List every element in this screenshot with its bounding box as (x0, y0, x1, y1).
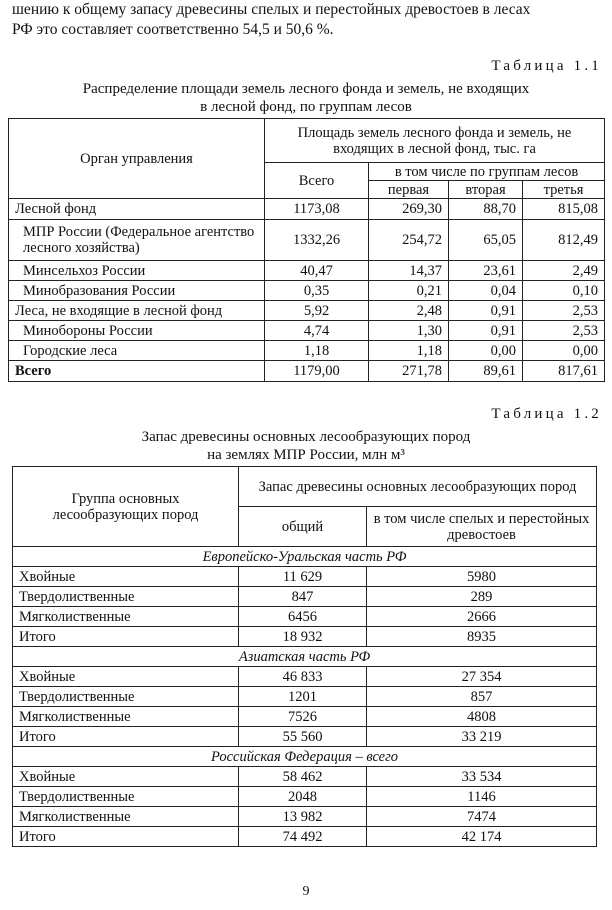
value-g2: 0,00 (449, 341, 523, 361)
table2-caption: Таблица 1.2 (491, 406, 602, 422)
value-general: 18 932 (239, 627, 367, 647)
value-g2: 89,61 (449, 361, 523, 382)
group-name: Итого (13, 727, 239, 747)
section-title: Европейско-Уральская часть РФ (13, 547, 597, 567)
value-mature: 7474 (367, 807, 597, 827)
value-general: 7526 (239, 707, 367, 727)
value-g1: 0,21 (369, 281, 449, 301)
value-g1: 269,30 (369, 199, 449, 220)
table-row (9, 261, 605, 281)
value-g3: 815,08 (523, 199, 605, 220)
value-g1: 2,48 (369, 301, 449, 321)
table1-header-total: Всего (265, 163, 369, 199)
table1-title-line-1: Распределение площади земель лесного фонда и земель, не входящих (82, 81, 530, 97)
value-mature: 42 174 (367, 827, 597, 847)
table1-header-area: Площадь земель лесного фонда и земель, не входящих в лесной фонд, тыс. га (265, 119, 605, 163)
value-total: 0,35 (265, 281, 369, 301)
value-general: 13 982 (239, 807, 367, 827)
organ-name: Минобороны России (9, 321, 265, 341)
value-mature: 289 (367, 587, 597, 607)
table-row-total (9, 361, 605, 382)
section-title: Азиатская часть РФ (13, 647, 597, 667)
intro-line-1: шению к общему запасу древесины спелых и перестойных древостоев в лесах (12, 1, 531, 18)
organ-name: МПР России (Федеральное агентство лесного хозяйства) (9, 220, 265, 261)
table1-caption: Таблица 1.1 (491, 58, 602, 74)
table1-header-organ: Орган управления (9, 119, 265, 199)
page-number: 9 (302, 884, 310, 899)
value-general: 58 462 (239, 767, 367, 787)
group-name: Мягколиственные (13, 607, 239, 627)
value-g1: 1,18 (369, 341, 449, 361)
value-total: 1332,26 (265, 220, 369, 261)
organ-name: Городские леса (9, 341, 265, 361)
value-g1: 1,30 (369, 321, 449, 341)
value-general: 847 (239, 587, 367, 607)
table2-header-general: общий (239, 507, 367, 547)
table2-title-line-2: на землях МПР России, млн м³ (207, 447, 405, 463)
group-name: Твердолиственные (13, 687, 239, 707)
organ-name: Лесной фонд (9, 199, 265, 220)
table-row (13, 787, 597, 807)
value-mature: 1146 (367, 787, 597, 807)
table2-title (0, 428, 612, 464)
table-row (13, 687, 597, 707)
group-name: Хвойные (13, 767, 239, 787)
value-g1: 14,37 (369, 261, 449, 281)
value-g2: 65,05 (449, 220, 523, 261)
value-mature: 5980 (367, 567, 597, 587)
group-name: Итого (13, 827, 239, 847)
value-total: 4,74 (265, 321, 369, 341)
value-g3: 2,53 (523, 321, 605, 341)
value-g3: 0,10 (523, 281, 605, 301)
value-total: 40,47 (265, 261, 369, 281)
table-row (13, 707, 597, 727)
table1-header-g3: третья (523, 181, 605, 199)
table-row (13, 807, 597, 827)
organ-name: Леса, не входящие в лесной фонд (9, 301, 265, 321)
value-general: 6456 (239, 607, 367, 627)
value-g2: 23,61 (449, 261, 523, 281)
value-g2: 0,91 (449, 321, 523, 341)
table1-title-line-2: в лесной фонд, по группам лесов (200, 99, 412, 115)
table2-title-line-1: Запас древесины основных лесообразующих пород (141, 429, 471, 445)
table2-header-group: Группа основных лесообразующих пород (13, 467, 239, 547)
value-g1: 271,78 (369, 361, 449, 382)
value-general: 11 629 (239, 567, 367, 587)
table-row (13, 827, 597, 847)
group-name: Мягколиственные (13, 807, 239, 827)
table1-header-incl: в том числе по группам лесов (369, 163, 605, 181)
table-row (13, 767, 597, 787)
table-row (9, 220, 605, 261)
table-row (9, 281, 605, 301)
value-g3: 812,49 (523, 220, 605, 261)
table2 (12, 466, 597, 847)
table-row (13, 727, 597, 747)
section-title: Российская Федерация – всего (13, 747, 597, 767)
value-g2: 88,70 (449, 199, 523, 220)
organ-name: Всего (9, 361, 265, 382)
value-g3: 2,49 (523, 261, 605, 281)
table-row (9, 301, 605, 321)
table2-header-stock: Запас древесины основных лесообразующих пород (239, 467, 597, 507)
group-name: Мягколиственные (13, 707, 239, 727)
value-total: 1173,08 (265, 199, 369, 220)
table-row (13, 627, 597, 647)
value-g3: 817,61 (523, 361, 605, 382)
value-general: 55 560 (239, 727, 367, 747)
value-total: 1179,00 (265, 361, 369, 382)
table-row (13, 607, 597, 627)
intro-paragraph (12, 0, 604, 40)
table-row (13, 587, 597, 607)
table1 (8, 118, 605, 382)
value-mature: 33 219 (367, 727, 597, 747)
table1-header-g1: первая (369, 181, 449, 199)
value-g3: 0,00 (523, 341, 605, 361)
value-g2: 0,04 (449, 281, 523, 301)
group-name: Хвойные (13, 567, 239, 587)
organ-name: Минобразования России (9, 281, 265, 301)
value-mature: 27 354 (367, 667, 597, 687)
group-name: Твердолиственные (13, 587, 239, 607)
group-name: Твердолиственные (13, 787, 239, 807)
table-row (13, 667, 597, 687)
group-name: Хвойные (13, 667, 239, 687)
value-total: 5,92 (265, 301, 369, 321)
group-name: Итого (13, 627, 239, 647)
table1-header-g2: вторая (449, 181, 523, 199)
table-row (9, 321, 605, 341)
value-mature: 2666 (367, 607, 597, 627)
table-row (9, 199, 605, 220)
table2-header-mature: в том числе спелых и перестойных древостоев (367, 507, 597, 547)
organ-name: Минсельхоз России (9, 261, 265, 281)
value-general: 74 492 (239, 827, 367, 847)
table-row (9, 341, 605, 361)
value-total: 1,18 (265, 341, 369, 361)
value-g1: 254,72 (369, 220, 449, 261)
value-mature: 857 (367, 687, 597, 707)
value-general: 1201 (239, 687, 367, 707)
value-general: 2048 (239, 787, 367, 807)
intro-line-2: РФ это составляет соответственно 54,5 и 50,6 %. (12, 21, 334, 38)
value-g3: 2,53 (523, 301, 605, 321)
table1-title (0, 80, 612, 116)
value-mature: 4808 (367, 707, 597, 727)
value-mature: 8935 (367, 627, 597, 647)
value-mature: 33 534 (367, 767, 597, 787)
table-row (13, 567, 597, 587)
value-g2: 0,91 (449, 301, 523, 321)
value-general: 46 833 (239, 667, 367, 687)
